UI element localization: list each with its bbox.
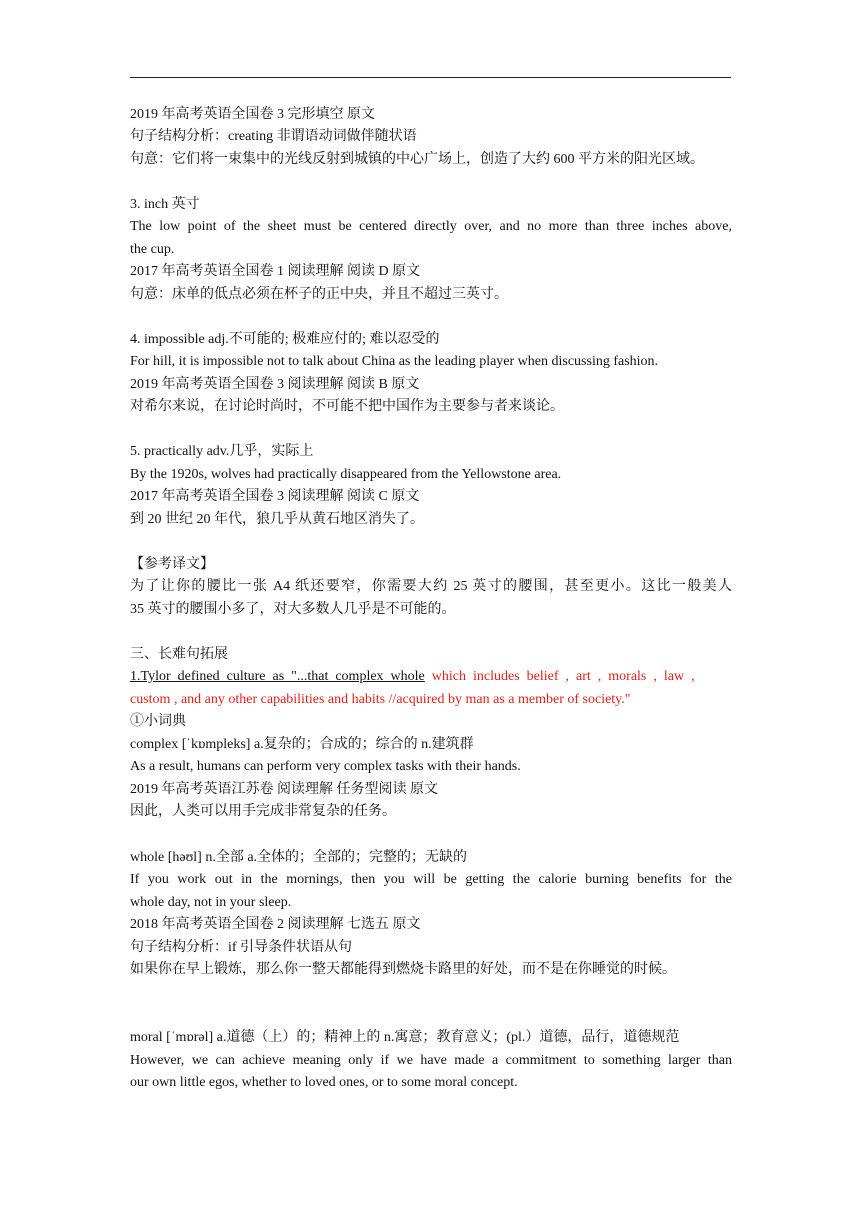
header-rule <box>130 77 731 78</box>
translation-line: 对希尔来说，在讨论时尚时，不可能不把中国作为主要参与者来谈论。 <box>130 399 564 414</box>
long-sentence-underlined: 1.Tylor defined culture as "...that complex whole <box>130 669 425 684</box>
translation-line: 因此，人类可以用手完成非常复杂的任务。 <box>130 804 396 819</box>
source-line: 2017 年高考英语全国卷 3 阅读理解 阅读 C 原文 <box>130 489 420 504</box>
long-sentence-highlight: which includes belief , art , morals , law , <box>424 669 695 684</box>
reference-translation: 为了让你的腰比一张 A4 纸还要窄，你需要大约 25 英寸的腰围，甚至更小。这比一般美人 <box>130 579 732 594</box>
example-sentence-cont: whole day, not in your sleep. <box>130 895 292 910</box>
example-sentence: However, we can achieve meaning only if we have made a commitment to something larger than <box>130 1053 732 1068</box>
long-sentence-highlight-cont: custom , and any other capabilities and habits //acquired by man as a member of society." <box>130 692 631 707</box>
example-sentence: If you work out in the mornings, then you will be getting the calorie burning benefits for the <box>130 872 732 887</box>
reference-translation-cont: 35 英寸的腰围小多了，对大多数人几乎是不可能的。 <box>130 602 456 617</box>
source-line: 2018 年高考英语全国卷 2 阅读理解 七选五 原文 <box>130 917 421 932</box>
vocab-heading-whole: whole [həʊl] n.全部 a.全体的；全部的；完整的；无缺的 <box>130 850 468 865</box>
example-sentence-cont: our own little egos, whether to loved ones, or to some moral concept. <box>130 1075 518 1090</box>
structure-analysis: 句子结构分析：creating 非谓语动词做伴随状语 <box>130 129 417 144</box>
translation-line: 句意：床单的低点必须在杯子的正中央，并且不超过三英寸。 <box>130 287 508 302</box>
example-sentence-cont: the cup. <box>130 242 175 257</box>
translation-line: 到 20 世纪 20 年代，狼几乎从黄石地区消失了。 <box>130 512 424 527</box>
translation-line: 如果你在早上锻炼，那么你一整天都能得到燃烧卡路里的好处，而不是在你睡觉的时候。 <box>130 962 676 977</box>
reference-translation-heading: 【参考译文】 <box>130 557 214 572</box>
section-heading: 三、长难句拓展 <box>130 647 228 662</box>
vocab-heading-impossible: 4. impossible adj.不可能的; 极难应付的; 难以忍受的 <box>130 332 440 347</box>
example-sentence: The low point of the sheet must be centered directly over, and no more than three inches above, <box>130 219 732 234</box>
example-sentence: For hill, it is impossible not to talk about China as the leading player when discussing fashion. <box>130 354 659 369</box>
source-line: 2019 年高考英语江苏卷 阅读理解 任务型阅读 原文 <box>130 782 438 797</box>
translation-line: 句意：它们将一束集中的光线反射到城镇的中心广场上，创造了大约 600 平方米的阳光区域。 <box>130 152 704 167</box>
example-sentence: As a result, humans can perform very complex tasks with their hands. <box>130 759 521 774</box>
vocab-heading-practically: 5. practically adv.几乎，实际上 <box>130 444 314 459</box>
vocab-heading-moral: moral [ˈmɒrəl] a.道德（上）的；精神上的 n.寓意；教育意义；(pl.）道德，品行，道德规范 <box>130 1030 680 1045</box>
mini-dictionary-heading: ①小词典 <box>130 714 186 729</box>
vocab-heading-complex: complex [ˈkɒmpleks] a.复杂的；合成的；综合的 n.建筑群 <box>130 737 474 752</box>
source-line: 2019 年高考英语全国卷 3 完形填空 原文 <box>130 107 375 122</box>
source-line: 2019 年高考英语全国卷 3 阅读理解 阅读 B 原文 <box>130 377 420 392</box>
vocab-heading-inch: 3. inch 英寸 <box>130 197 200 212</box>
source-line: 2017 年高考英语全国卷 1 阅读理解 阅读 D 原文 <box>130 264 421 279</box>
example-sentence: By the 1920s, wolves had practically disappeared from the Yellowstone area. <box>130 467 562 482</box>
long-sentence <box>130 666 732 688</box>
structure-analysis: 句子结构分析：if 引导条件状语从句 <box>130 940 353 955</box>
